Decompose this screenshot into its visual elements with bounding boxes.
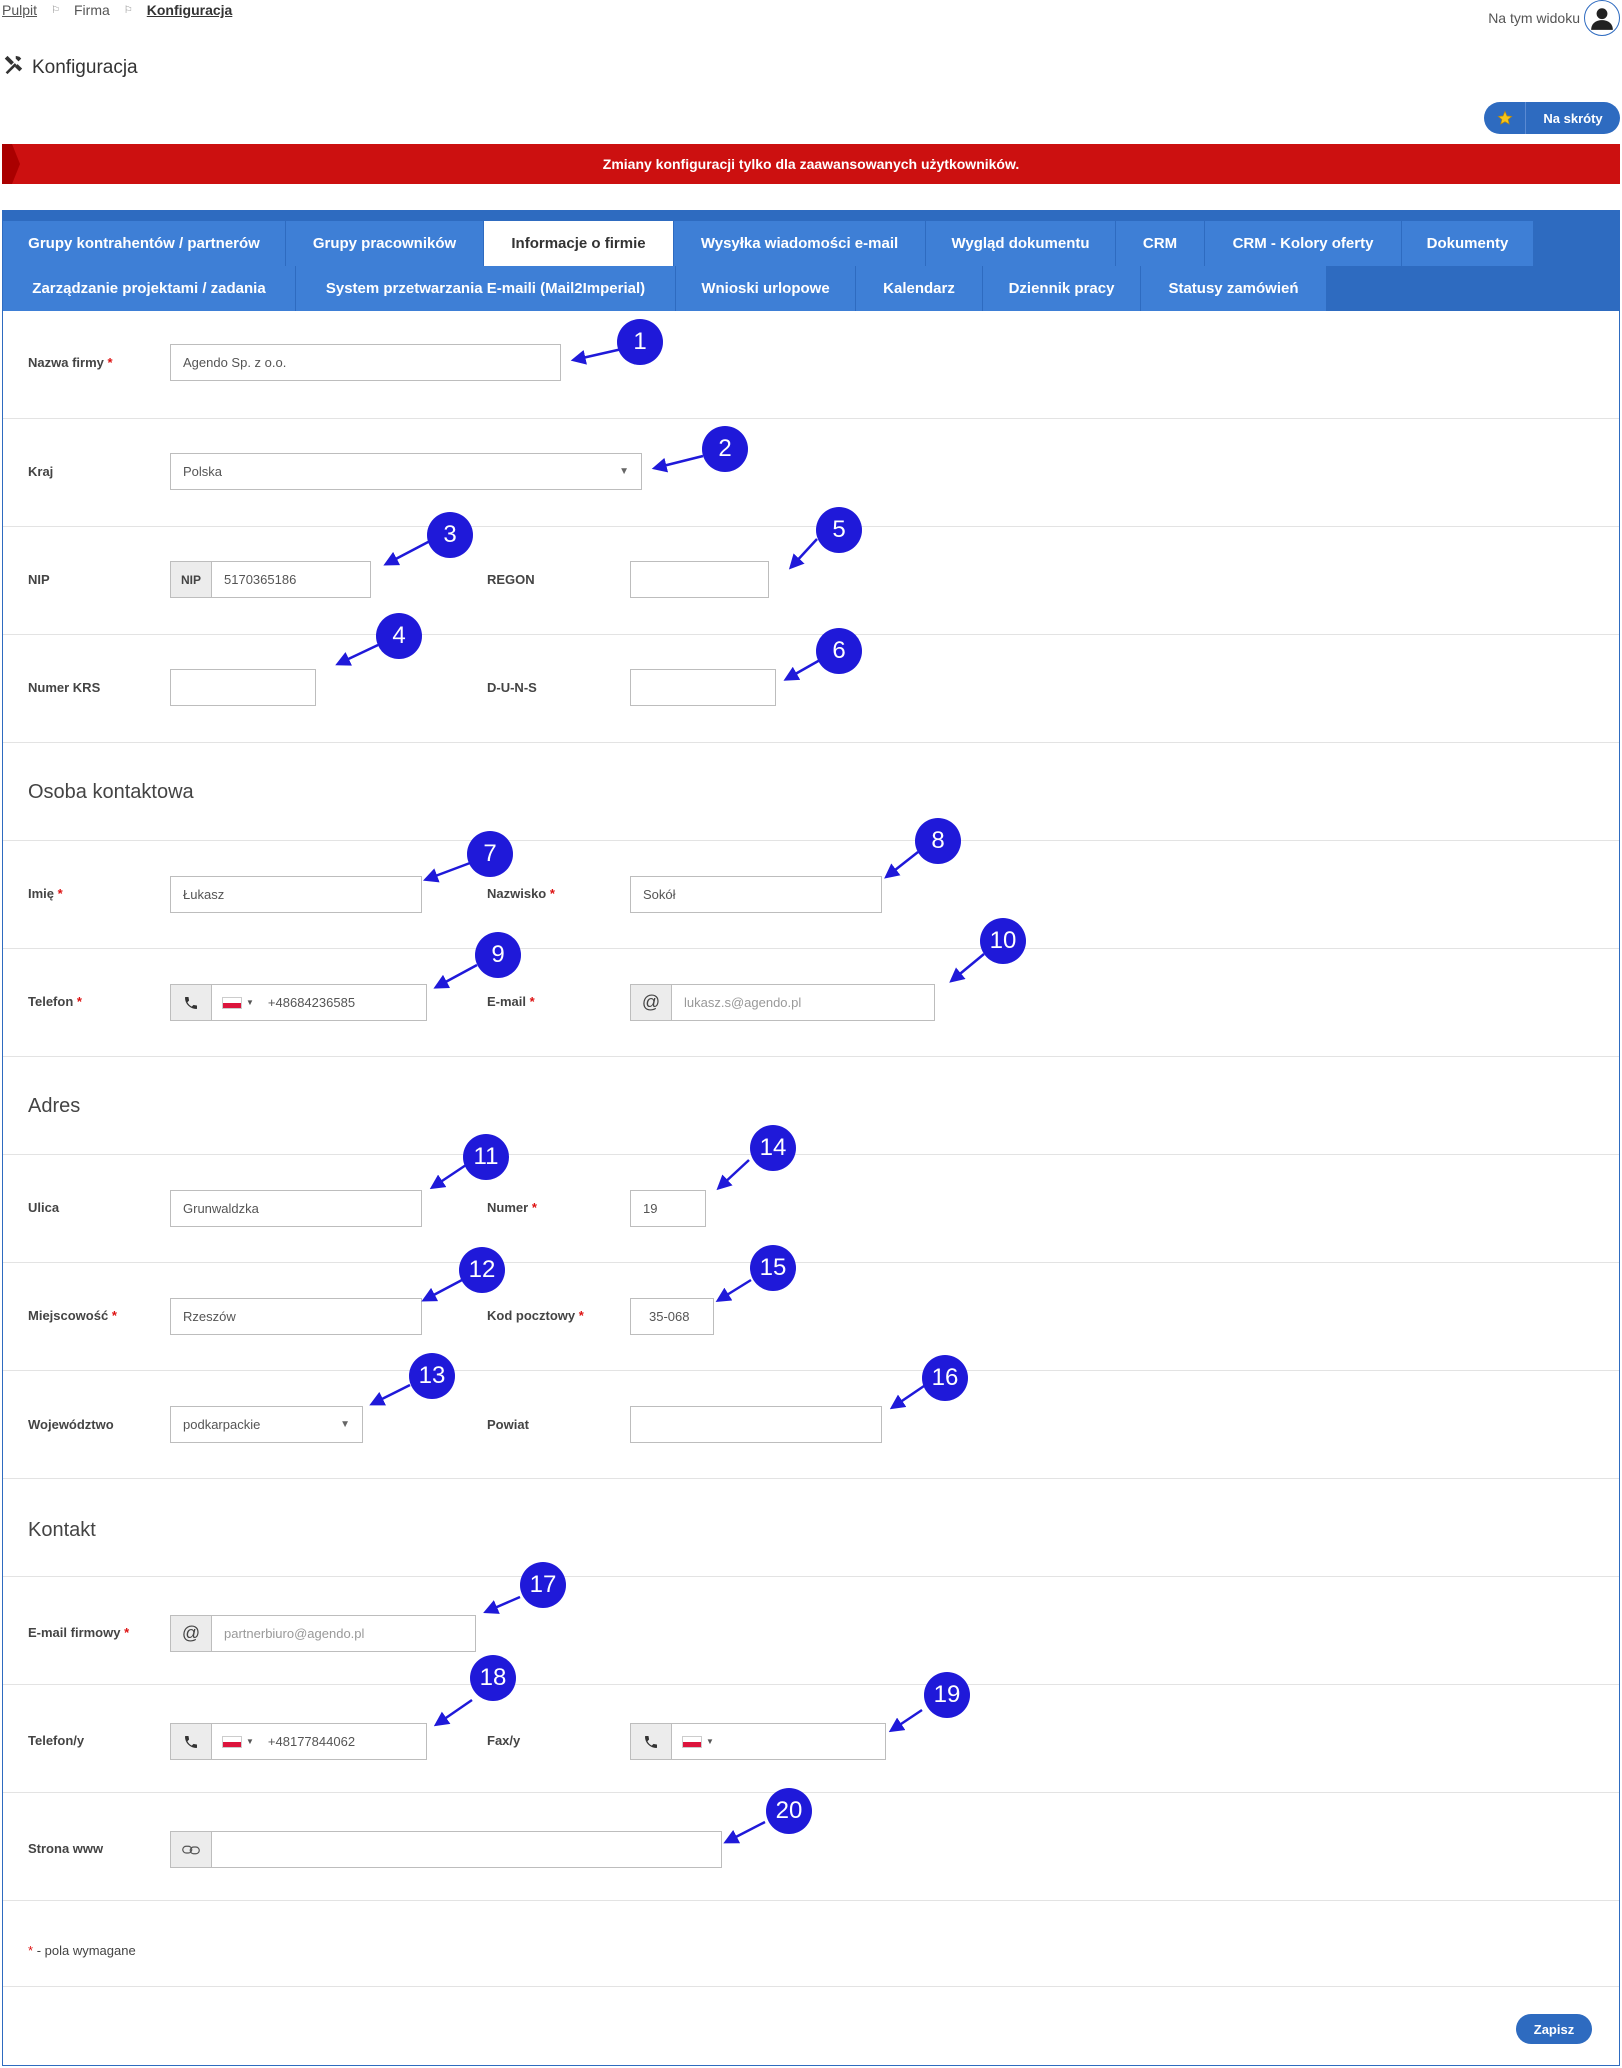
website-input[interactable] <box>211 1831 722 1868</box>
phone-input[interactable] <box>211 984 427 1021</box>
view-options <box>1488 0 1620 36</box>
last-name-label: Nazwisko * <box>487 886 555 901</box>
tab-work-log[interactable]: Dziennik pracy <box>983 266 1141 311</box>
tab-bar <box>3 211 1619 311</box>
tab-company-info[interactable]: Informacje o firmie <box>484 221 674 266</box>
at-icon: @ <box>170 1615 212 1652</box>
tab-employee-groups[interactable]: Grupy pracowników <box>286 221 484 266</box>
row-required-note <box>3 1901 1619 1987</box>
annotation-badge: 9 <box>475 932 521 978</box>
county-input[interactable] <box>630 1406 882 1443</box>
postal-input[interactable]: 35-068 <box>630 1298 714 1335</box>
number-input[interactable]: 19 <box>630 1190 706 1227</box>
country-select[interactable] <box>170 453 642 490</box>
first-name-input[interactable]: Łukasz <box>170 876 422 913</box>
user-avatar-icon[interactable] <box>1584 0 1620 36</box>
tab-calendar[interactable]: Kalendarz <box>856 266 983 311</box>
annotation-badge: 13 <box>409 1353 455 1399</box>
country-value: Polska <box>183 464 223 479</box>
last-name-input[interactable]: Sokół <box>630 876 882 913</box>
voivodeship-select[interactable] <box>170 1406 363 1443</box>
fax-label: Fax/y <box>487 1733 521 1748</box>
row-section-contact <box>3 1479 1619 1577</box>
duns-label: D-U-N-S <box>487 680 537 695</box>
phones-input[interactable] <box>211 1723 427 1760</box>
poland-flag-icon[interactable] <box>222 1736 242 1748</box>
annotation-badge: 15 <box>750 1245 796 1291</box>
tab-mail2imperial[interactable]: System przetwarzania E-maili (Mail2Imperial) <box>296 266 676 311</box>
email-input[interactable]: lukasz.s@agendo.pl <box>671 984 935 1021</box>
annotation-badge: 11 <box>463 1134 509 1180</box>
banner-notch-icon <box>2 144 20 184</box>
page-title-text: Konfiguracja <box>32 57 138 78</box>
section-contact-title: Kontakt <box>28 1519 96 1541</box>
annotation-badge: 20 <box>766 1788 812 1834</box>
phones-value: +48177844062 <box>267 1734 356 1749</box>
fax-input[interactable] <box>671 1723 886 1760</box>
at-icon: @ <box>630 984 672 1021</box>
page-title <box>2 54 138 82</box>
regon-label: REGON <box>487 572 535 587</box>
breadcrumb <box>2 0 232 20</box>
breadcrumb-separator-icon: ⚐ <box>123 4 133 16</box>
voivodeship-label: Województwo <box>28 1417 114 1432</box>
annotation-badge: 1 <box>617 319 663 365</box>
company-email-input[interactable]: partnerbiuro@agendo.pl <box>211 1615 476 1652</box>
city-input[interactable]: Rzeszów <box>170 1298 422 1335</box>
row-section-contact-person <box>3 743 1619 841</box>
annotation-badge: 14 <box>750 1125 796 1171</box>
breadcrumb-pulpit[interactable]: Pulpit <box>2 2 38 18</box>
phone-label: Telefon * <box>28 994 82 1009</box>
nip-addon: NIP <box>170 561 212 598</box>
annotation-badge: 19 <box>924 1672 970 1718</box>
email-label: E-mail * <box>487 994 535 1009</box>
tab-order-statuses[interactable]: Statusy zamówień <box>1141 266 1327 311</box>
annotation-badge: 3 <box>427 512 473 558</box>
chevron-down-icon: ▼ <box>340 1419 350 1430</box>
krs-label: Numer KRS <box>28 680 101 695</box>
warning-text: Zmiany konfiguracji tylko dla zaawansowanych użytkowników. <box>602 156 1020 172</box>
caret-down-icon[interactable]: ▼ <box>246 1737 254 1746</box>
tab-documents[interactable]: Dokumenty <box>1402 221 1534 266</box>
annotation-badge: 5 <box>816 507 862 553</box>
city-label: Miejscowość * <box>28 1308 117 1323</box>
company-name-label: Nazwa firmy * <box>28 355 113 370</box>
phone-icon <box>170 984 212 1021</box>
tab-document-look[interactable]: Wygląd dokumentu <box>926 221 1116 266</box>
company-email-label: E-mail firmowy * <box>28 1625 130 1640</box>
county-label: Powiat <box>487 1417 529 1432</box>
tab-project-management[interactable]: Zarządzanie projektami / zadania <box>3 266 296 311</box>
caret-down-icon[interactable]: ▼ <box>246 998 254 1007</box>
tab-crm-offer-colors[interactable]: CRM - Kolory oferty <box>1205 221 1402 266</box>
breadcrumb-separator-icon: ⚐ <box>51 4 60 16</box>
tools-icon <box>2 54 24 82</box>
tab-partner-groups[interactable]: Grupy kontrahentów / partnerów <box>3 221 286 266</box>
annotation-badge: 18 <box>470 1655 516 1701</box>
annotation-badge: 16 <box>922 1355 968 1401</box>
annotation-badge: 12 <box>459 1247 505 1293</box>
section-address-title: Adres <box>28 1095 81 1117</box>
poland-flag-icon[interactable] <box>682 1736 702 1748</box>
shortcuts-label: Na skróty <box>1543 110 1603 126</box>
nip-label: NIP <box>28 572 50 587</box>
section-contact-person-title: Osoba kontaktowa <box>28 781 194 803</box>
star-icon <box>1484 102 1526 134</box>
duns-input[interactable] <box>630 669 776 706</box>
annotation-badge: 10 <box>980 918 1026 964</box>
country-label: Kraj <box>28 464 54 479</box>
phone-icon <box>630 1723 672 1760</box>
street-input[interactable]: Grunwaldzka <box>170 1190 422 1227</box>
required-note: * - pola wymagane <box>28 1943 136 1958</box>
warning-banner <box>2 144 1620 184</box>
website-label: Strona www <box>28 1841 104 1856</box>
shortcuts-button[interactable] <box>1484 102 1620 134</box>
krs-input[interactable] <box>170 669 316 706</box>
annotation-badge: 17 <box>520 1562 566 1608</box>
save-button[interactable]: Zapisz <box>1516 2014 1592 2044</box>
row-section-address <box>3 1057 1619 1155</box>
annotation-badge: 7 <box>467 831 513 877</box>
breadcrumb-current[interactable]: Konfiguracja <box>146 2 233 18</box>
postal-label: Kod pocztowy * <box>487 1308 584 1323</box>
link-icon <box>170 1831 212 1868</box>
regon-input[interactable] <box>630 561 769 598</box>
annotation-badge: 2 <box>702 426 748 472</box>
breadcrumb-firma[interactable]: Firma <box>74 2 110 18</box>
company-name-input[interactable]: Agendo Sp. z o.o. <box>170 344 561 381</box>
nip-input[interactable]: 5170365186 <box>211 561 371 598</box>
phones-label: Telefon/y <box>28 1733 85 1748</box>
caret-down-icon[interactable]: ▼ <box>706 1737 714 1746</box>
chevron-down-icon: ▼ <box>619 466 629 477</box>
tab-crm[interactable]: CRM <box>1116 221 1205 266</box>
annotation-badge: 4 <box>376 613 422 659</box>
number-label: Numer * <box>487 1200 537 1215</box>
tab-leave-requests[interactable]: Wnioski urlopowe <box>676 266 856 311</box>
annotation-badge: 8 <box>915 818 961 864</box>
first-name-label: Imię * <box>28 886 63 901</box>
street-label: Ulica <box>28 1200 60 1215</box>
phone-value: +48684236585 <box>267 995 356 1010</box>
voivodeship-value: podkarpackie <box>183 1417 261 1432</box>
view-label[interactable]: Na tym widoku <box>1488 10 1580 26</box>
tab-email-sending[interactable]: Wysyłka wiadomości e-mail <box>674 221 926 266</box>
poland-flag-icon[interactable] <box>222 997 242 1009</box>
annotation-badge: 6 <box>816 628 862 674</box>
phone-icon <box>170 1723 212 1760</box>
